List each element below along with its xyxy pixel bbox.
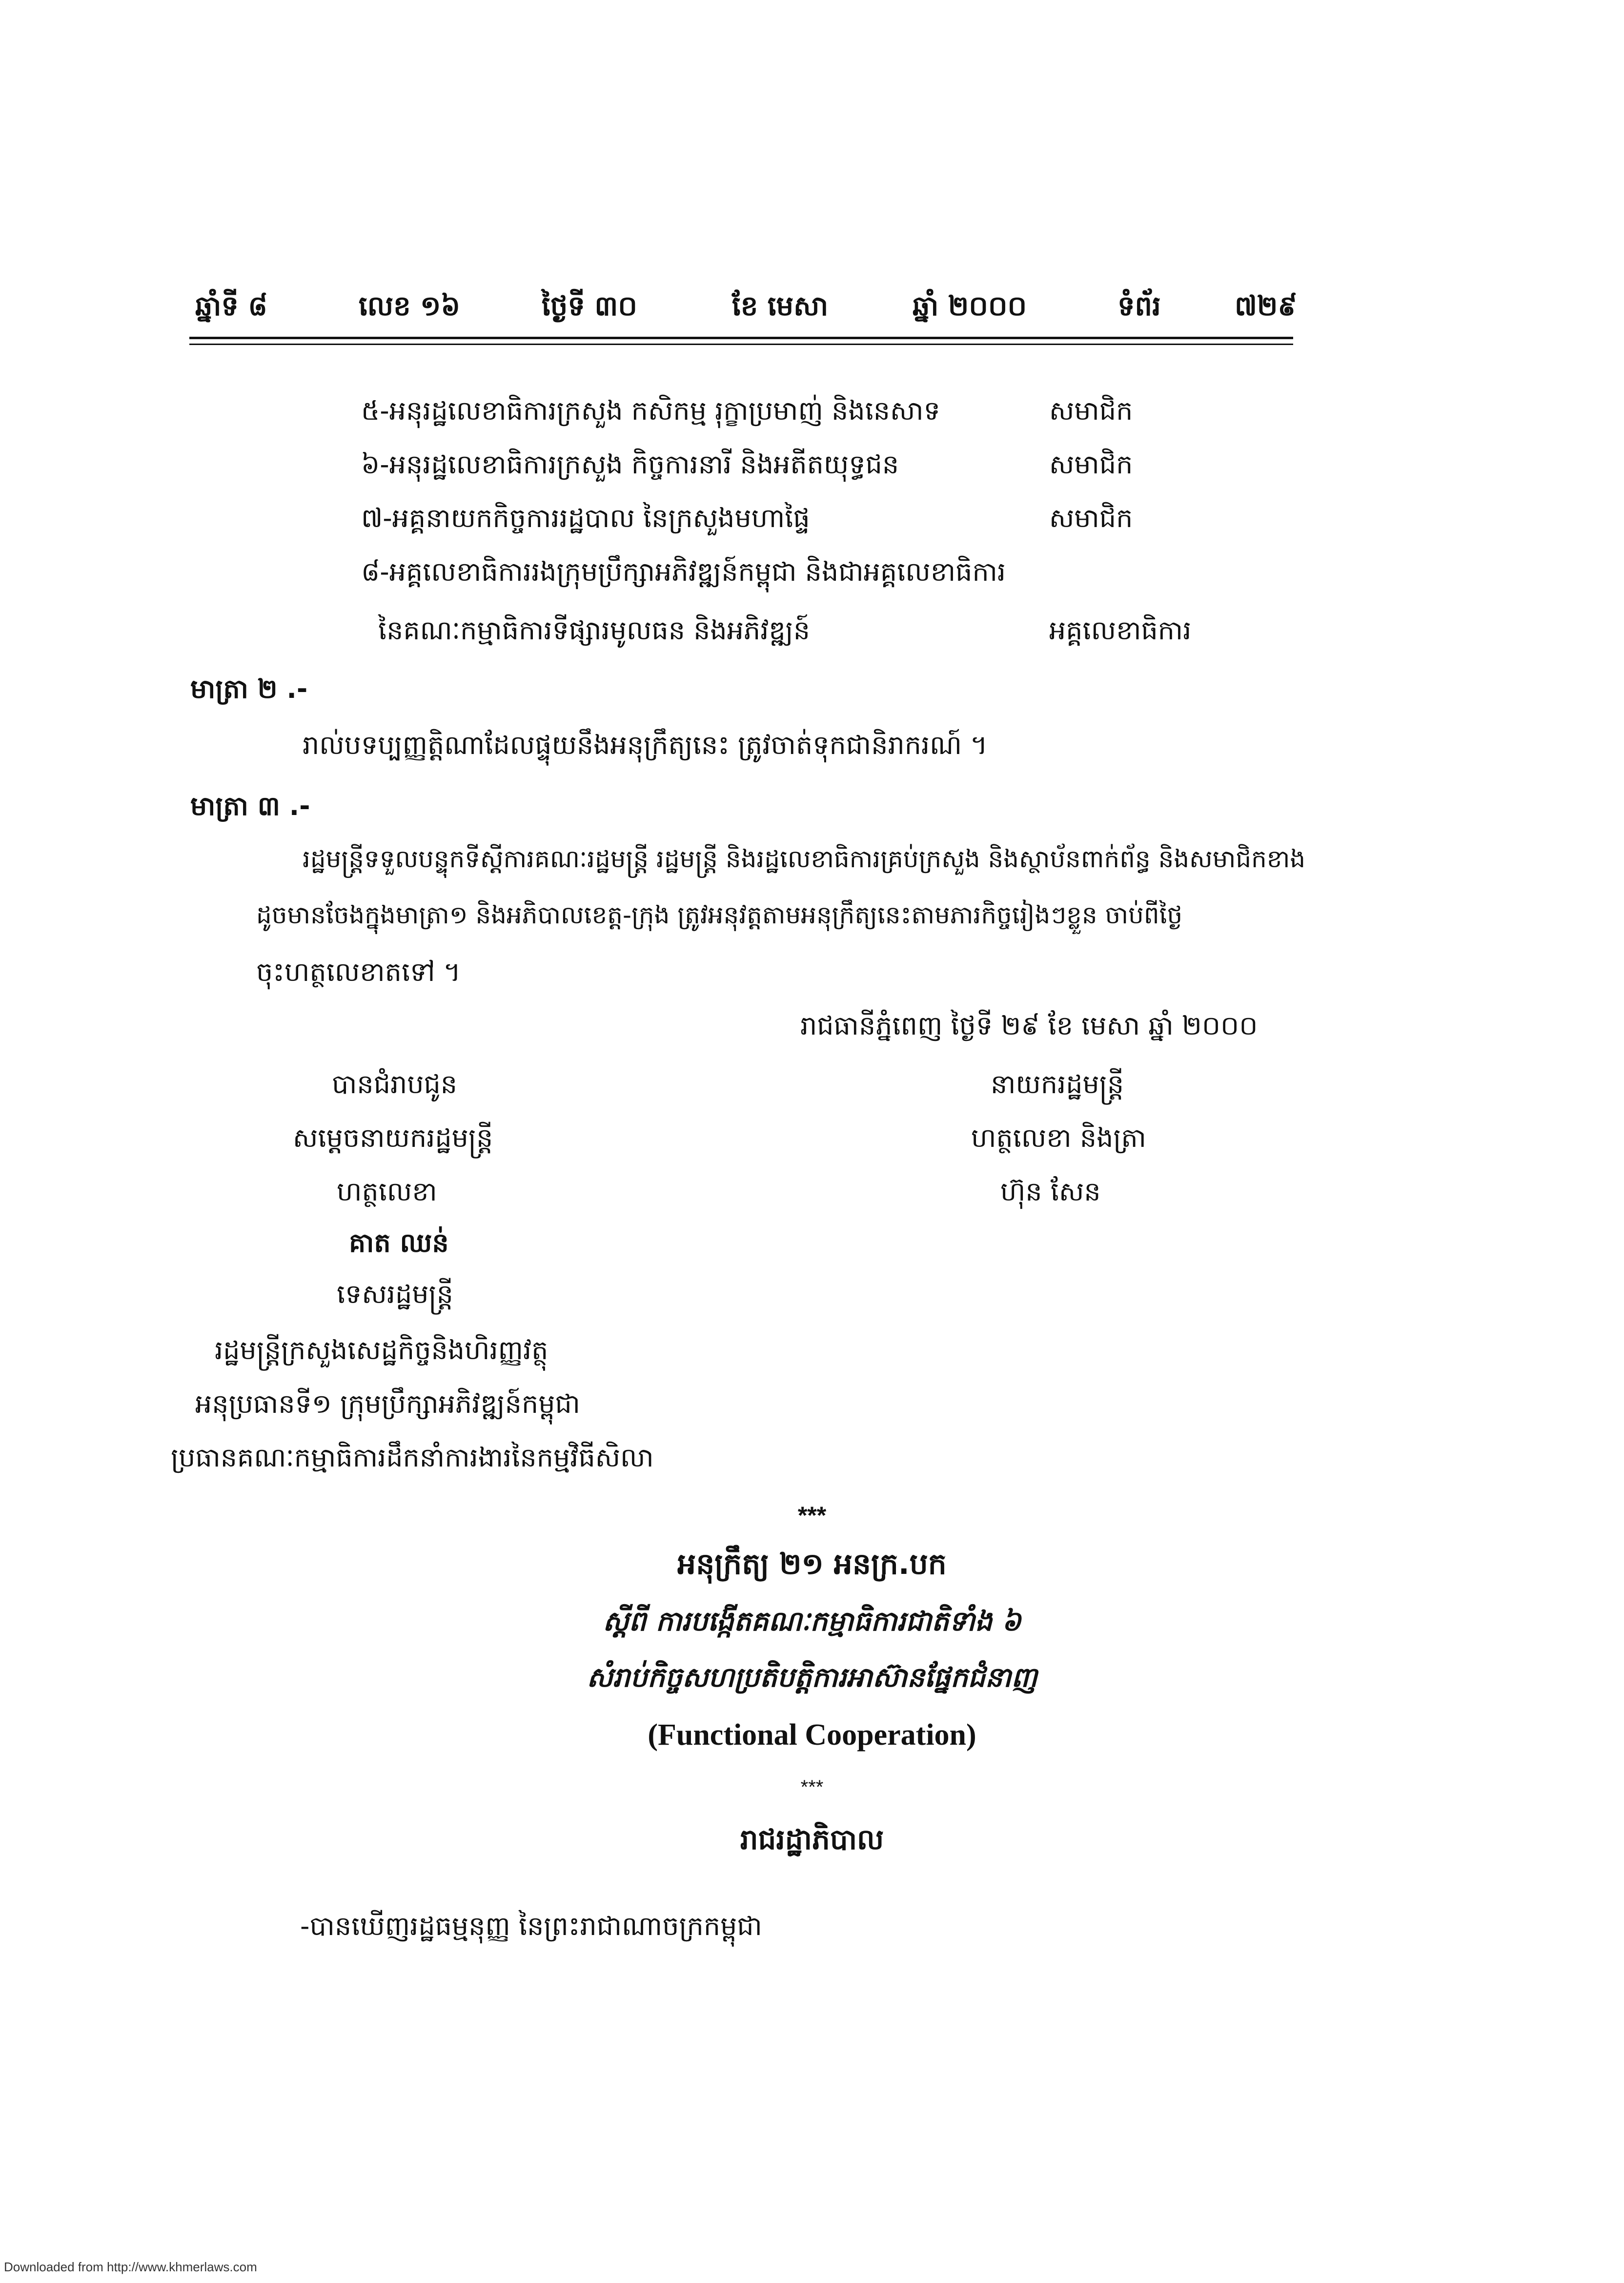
article-3-line-3: ចុះហត្ថលេខាតទៅ ។ <box>256 957 461 987</box>
signature-right-title: នាយករដ្ឋមន្ត្រី <box>991 1069 1124 1100</box>
member-role-8: អគ្គលេខាធិការ <box>1049 615 1192 646</box>
signature-left-line-6: រដ្ឋមន្ត្រីក្រសួងសេដ្ឋកិច្ចនិងហិរញ្ញវត្ថុ <box>215 1335 548 1366</box>
header-year: ឆ្នាំទី ៨ <box>195 290 268 322</box>
header-day: ថ្ងៃទី ៣០ <box>542 290 637 322</box>
signature-left-line-8: ប្រធានគណៈកម្មាធិការដឹកនាំការងារនៃកម្មវិធីសិលា <box>171 1442 654 1473</box>
header-rule-thick <box>189 337 1293 339</box>
member-role-5: សមាជិក <box>1049 395 1133 426</box>
header-year-number: ឆ្នាំ ២០០០ <box>913 290 1027 322</box>
decree-title: អនុក្រឹត្យ ២១ អនក្រ.បក <box>677 1547 947 1581</box>
member-item-8: ៨-អគ្គលេខាធិការរងក្រុមប្រឹក្សាអភិវឌ្ឍន៍កម្ពុជា និងជាអគ្គលេខាធិការ <box>361 556 1006 587</box>
header-page-number: ៧២៩ <box>1235 290 1297 322</box>
separator-stars: *** <box>797 1502 827 1529</box>
signature-left-name: គាត ឈន់ <box>349 1227 449 1258</box>
signature-right-seal: ហត្ថលេខា និងត្រា <box>971 1122 1146 1153</box>
signature-left-line-2: សម្តេចនាយករដ្ឋមន្ត្រី <box>293 1122 493 1153</box>
header-issue: លេខ ១៦ <box>359 290 461 322</box>
member-item-8-cont: នៃគណៈកម្មាធិការទីផ្សារមូលធន និងអភិវឌ្ឍន៍ <box>378 615 811 646</box>
signature-left-line-3: ហត្ថលេខា <box>337 1176 437 1207</box>
decree-english-title: (Functional Cooperation) <box>648 1718 976 1752</box>
signature-left-line-7: អនុប្រធានទី១ ក្រុមប្រឹក្សាអភិវឌ្ឍន៍កម្ពុជា <box>195 1388 580 1419</box>
decree-subtitle-2: សំរាប់កិច្ចសហប្រតិបត្តិការអាស៊ានផ្នែកជំនាញ <box>587 1662 1037 1693</box>
member-role-6: សមាជិក <box>1049 449 1133 480</box>
member-item-5: ៥-អនុរដ្ឋលេខាធិការក្រសួង កសិកម្ម រុក្ខាប្រមាញ់ និងនេសាទ <box>361 395 940 426</box>
member-role-7: សមាជិក <box>1049 503 1133 533</box>
government-heading: រាជរដ្ឋាភិបាល <box>740 1823 884 1856</box>
decree-subtitle-1: ស្តីពី ការបង្កើតគណៈកម្មាធិការជាតិទាំង ៦ <box>603 1606 1021 1637</box>
article-3-heading: មាត្រា ៣ .- <box>190 791 310 821</box>
signature-right-name: ហ៊ុន សែន <box>1000 1176 1101 1207</box>
signature-left-line-5: ទេសរដ្ឋមន្ត្រី <box>337 1279 453 1309</box>
article-2-body: រាល់បទប្បញ្ញត្តិណាដែលផ្ទុយនឹងអនុក្រឹត្យនេះ ត្រូវចាត់ទុកជានិរាករណ៍ ។ <box>303 730 988 760</box>
date-line: រាជធានីភ្នំពេញ ថ្ងៃទី ២៩ ខែ មេសា ឆ្នាំ ២០០០ <box>800 1010 1258 1041</box>
decree-first-line: -បានឃើញរដ្ឋធម្មនុញ្ញ នៃព្រះរាជាណាចក្រកម្ពុជា <box>300 1911 762 1941</box>
article-2-heading: មាត្រា ២ .- <box>190 673 308 704</box>
member-item-7: ៧-អគ្គនាយកកិច្ចការរដ្ឋបាល នៃក្រសួងមហាផ្ទៃ <box>361 503 810 533</box>
signature-left-line-1: បានជំរាបជូន <box>332 1069 458 1100</box>
member-item-6: ៦-អនុរដ្ឋលេខាធិការក្រសួង កិច្ចការនារី និងអតីតយុទ្ធជន <box>361 449 899 480</box>
header-rule-thin <box>189 344 1293 345</box>
article-3-line-2: ដូចមានចែងក្នុងមាត្រា១ និងអភិបាលខេត្ត-ក្រុង ត្រូវអនុវត្តតាមអនុក្រឹត្យនេះតាមភារកិច្ចរៀងៗខ្លួន ចាប់ពីថ្ងៃ <box>256 901 1183 929</box>
header-page-label: ទំព័រ <box>1117 290 1161 322</box>
article-3-line-1: រដ្ឋមន្ត្រីទទួលបន្ទុកទីស្តីការគណៈរដ្ឋមន្ត្រី រដ្ឋមន្ត្រី និងរដ្ឋលេខាធិការគ្រប់ក្រសួង និងស្ថាប័នពាក់ព័ន្ធ និងសមាជិកខាង <box>303 845 1306 873</box>
separator-stars-2: *** <box>800 1776 824 1798</box>
download-footer: Downloaded from http://www.khmerlaws.com <box>4 2260 257 2274</box>
header-month: ខែ មេសា <box>732 290 829 322</box>
